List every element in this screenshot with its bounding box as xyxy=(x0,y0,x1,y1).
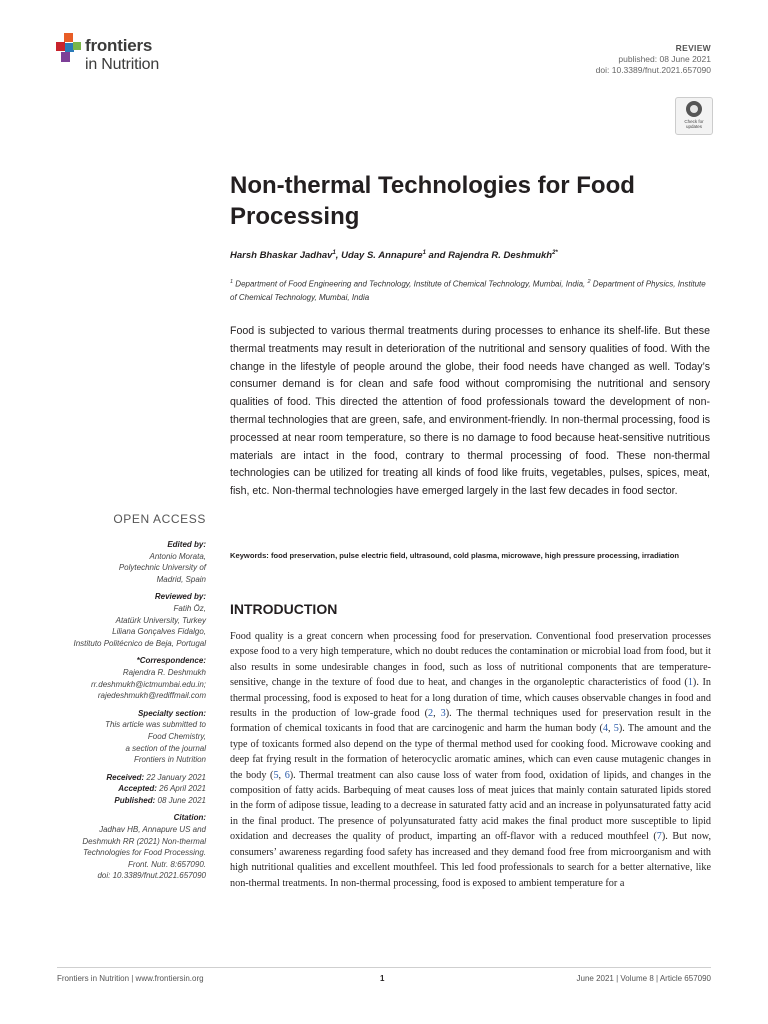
specialty-line: Food Chemistry, xyxy=(147,731,206,741)
author-separator: and xyxy=(425,250,449,262)
accepted-value: 26 April 2021 xyxy=(156,784,206,794)
body-text: ). Thermal treatment can also cause loss of water from food, oxidation of lipids, and changes in the composition of fatty acids. Barbequing of meat causes loss of meat juices that mainly contain saturated lipids stored in the form of adipose tissue, leading to a decrease in saturated fatty acid and an increase in polyunsaturated fatty acid in the final product. The presence of polyunsaturated fatty acid makes the final product more susceptible to lipid oxidation and decreases the quality of product, imparting an off-flavor with a reduced mouthfeel ( xyxy=(230,769,712,843)
accepted-date xyxy=(40,783,206,795)
body-text: , xyxy=(433,708,441,720)
correspondence-section xyxy=(40,655,206,701)
reference-link[interactable]: 7 xyxy=(656,831,662,843)
author-affil-sup: 1 xyxy=(332,250,336,256)
affil-sup: 1 xyxy=(230,279,234,285)
reviewer-line: Fatih Öz, xyxy=(173,603,206,613)
body-text: ). The thermal techniques used for preservation result in the formation of chemical toxicants in food that are carcinogenic and harm the human body ( xyxy=(230,708,712,735)
footer-divider xyxy=(57,967,711,968)
footer-journal-link[interactable]: Frontiers in Nutrition | www.frontiersin.org xyxy=(57,974,204,983)
author-affil-sup: 1 xyxy=(422,250,426,256)
journal-subname: in Nutrition xyxy=(85,56,160,73)
abstract: Food is subjected to various thermal treatments during processes to enhance its shelf-life. But these thermal treatments may result in deterioration of the nutritional and sensory qualities of food. With the change in the lifestyle of people around the globe, their food needs have changed as well. Today’s consumer demand is for clean and safe food without compromising the nutritional and sensory qualities of food. This directed the attention of food professionals toward the development of non-thermal technologies that are green, safe, and environment-friendly. In non-thermal processing, food is processed at near room temperature, so there is no damage to food because heat-sensitive nutritious materials are intact in the food, contrary to thermal processing of food. These non-thermal technologies can be utilized for treating all kinds of food like fruits, vegetables, pulses, spices, meat, fish, etc. Non-thermal technologies have emerged largely in the last few decades in food sector. xyxy=(230,325,710,498)
article-meta xyxy=(596,43,711,76)
citation-line: Front. Nutr. 8:657090. xyxy=(128,859,206,869)
affiliation: Department of Food Engineering and Technology, Institute of Chemical Technology, Mumbai, India, xyxy=(233,279,588,289)
article-sidebar xyxy=(40,539,206,888)
reviewer-line: Liliana Gonçalves Fidalgo, xyxy=(112,627,206,637)
editor-line: Madrid, Spain xyxy=(156,574,206,584)
reference-link[interactable]: 6 xyxy=(284,769,290,781)
reviewed-by-label: Reviewed by: xyxy=(154,592,206,602)
reference-link[interactable]: 5 xyxy=(613,723,619,735)
specialty-line: a section of the journal xyxy=(125,743,206,753)
body-text: ). In thermal processing, food is exposed to heat for a long duration of time, which causes observable changes in food and results in the production of low-grade food ( xyxy=(230,677,711,720)
correspondence-email[interactable]: rr.deshmukh@ictmumbai.edu.in; xyxy=(91,679,206,689)
published-label: Published: xyxy=(114,795,156,805)
section-heading-introduction: INTRODUCTION xyxy=(230,601,338,617)
edited-by-section xyxy=(40,539,206,585)
body-text: ). But now, consumers’ awareness regarding food safety has increased and they demand food free from microorganism and with high nutritional qualities and excellent mouthfeel. This led food professionals to search for a better alternative, like non-thermal treatments. In non-thermal processing, food is exposed to ambient temperature for a xyxy=(230,831,711,889)
citation-line: Jadhav HB, Annapure US and xyxy=(99,825,206,835)
author-name[interactable]: Harsh Bhaskar Jadhav xyxy=(230,250,333,262)
body-text: , xyxy=(608,723,614,735)
reference-link[interactable]: 4 xyxy=(602,723,609,735)
body-text: ). The amount and the type of toxicants formed also depend on the type of thermal method used for cooking food. Microwave cooking and deep fat frying result in the formation of heterocyclic aromatic amines, which can even cause mutagenic changes in the body ( xyxy=(230,723,711,781)
author-separator: , xyxy=(335,250,342,262)
editor-line: Polytechnic University of xyxy=(118,563,206,573)
author-list xyxy=(230,250,710,261)
affil-sup: 2 xyxy=(587,279,591,285)
author-name[interactable]: Rajendra R. Deshmukh xyxy=(448,250,553,262)
citation-doi[interactable]: doi: 10.3389/fnut.2021.657090 xyxy=(97,871,206,881)
bookmark-icon xyxy=(686,101,702,117)
author-name[interactable]: Uday S. Annapure xyxy=(341,250,423,262)
check-updates-label: Check for updates xyxy=(684,119,704,129)
citation-line: Technologies for Food Processing. xyxy=(83,848,206,858)
article-type: REVIEW xyxy=(675,43,711,53)
published-date: published: 08 June 2021 xyxy=(618,54,711,64)
article-title: Non-thermal Technologies for Food Processing xyxy=(230,172,635,230)
specialty-line: This article was submitted to xyxy=(105,720,206,730)
reference-link[interactable]: 5 xyxy=(273,769,279,781)
specialty-label: Specialty section: xyxy=(137,708,206,718)
reference-link[interactable]: 3 xyxy=(440,708,446,720)
frontiers-logo-icon xyxy=(56,33,82,63)
published-value: 08 June 2021 xyxy=(155,795,206,805)
check-for-updates-button[interactable] xyxy=(675,97,713,135)
author-affil-sup: 2* xyxy=(552,250,558,256)
open-access-label: OPEN ACCESS xyxy=(113,512,206,526)
edited-by-label: Edited by: xyxy=(167,540,206,549)
reviewer-line: Atatürk University, Turkey xyxy=(115,615,206,625)
reviewer-line: Instituto Politécnico de Beja, Portugal xyxy=(73,638,206,648)
specialty-section xyxy=(40,708,206,766)
citation-section xyxy=(40,812,206,882)
correspondence-email[interactable]: rajedeshmukh@rediffmail.com xyxy=(97,691,206,701)
citation-line: Deshmukh RR (2021) Non-thermal xyxy=(82,836,206,846)
keywords-list: food preservation, pulse electric field, ultrasound, cold plasma, microwave, high pressure processing, irradiation xyxy=(268,551,679,560)
affiliations xyxy=(230,276,712,304)
correspondence-name: Rajendra R. Deshmukh xyxy=(122,667,206,677)
keywords-label: Keywords: xyxy=(230,551,269,560)
dates-section xyxy=(40,772,206,807)
reference-link[interactable]: 1 xyxy=(687,677,693,689)
reviewed-by-section xyxy=(40,591,206,649)
doi[interactable]: doi: 10.3389/fnut.2021.657090 xyxy=(595,65,711,75)
page-number: 1 xyxy=(380,974,385,983)
body-text: , xyxy=(278,769,285,781)
journal-name: frontiers xyxy=(85,36,153,55)
introduction-body xyxy=(230,629,711,891)
affiliation: Department of Physics, Institute of Chemical Technology, Mumbai, India xyxy=(230,279,706,302)
citation-label: Citation: xyxy=(173,813,206,823)
footer-issue-info: June 2021 | Volume 8 | Article 657090 xyxy=(576,974,711,983)
reference-link[interactable]: 2 xyxy=(428,708,434,720)
received-label: Received: xyxy=(106,772,145,782)
correspondence-label: *Correspondence: xyxy=(136,656,206,666)
accepted-label: Accepted: xyxy=(118,784,157,794)
body-text: Food quality is a great concern when processing food for preservation. Conventional food preservation processes expose food to a very high temperature, which no doubt reduces the contamination or microbial load from food, but it also results in some undesirable changes in food, such as loss of nutritional components that are temperature-sensitive, change in the texture of food due to heat, and changes in the organoleptic characteristics of food ( xyxy=(230,631,711,689)
journal-logo[interactable] xyxy=(56,33,196,79)
received-value: 22 January 2021 xyxy=(144,772,206,782)
editor-line: Antonio Morata, xyxy=(149,551,206,561)
published-date-sidebar xyxy=(40,795,206,807)
specialty-line: Frontiers in Nutrition xyxy=(133,755,206,765)
keywords xyxy=(230,550,710,563)
received-date xyxy=(40,772,206,784)
